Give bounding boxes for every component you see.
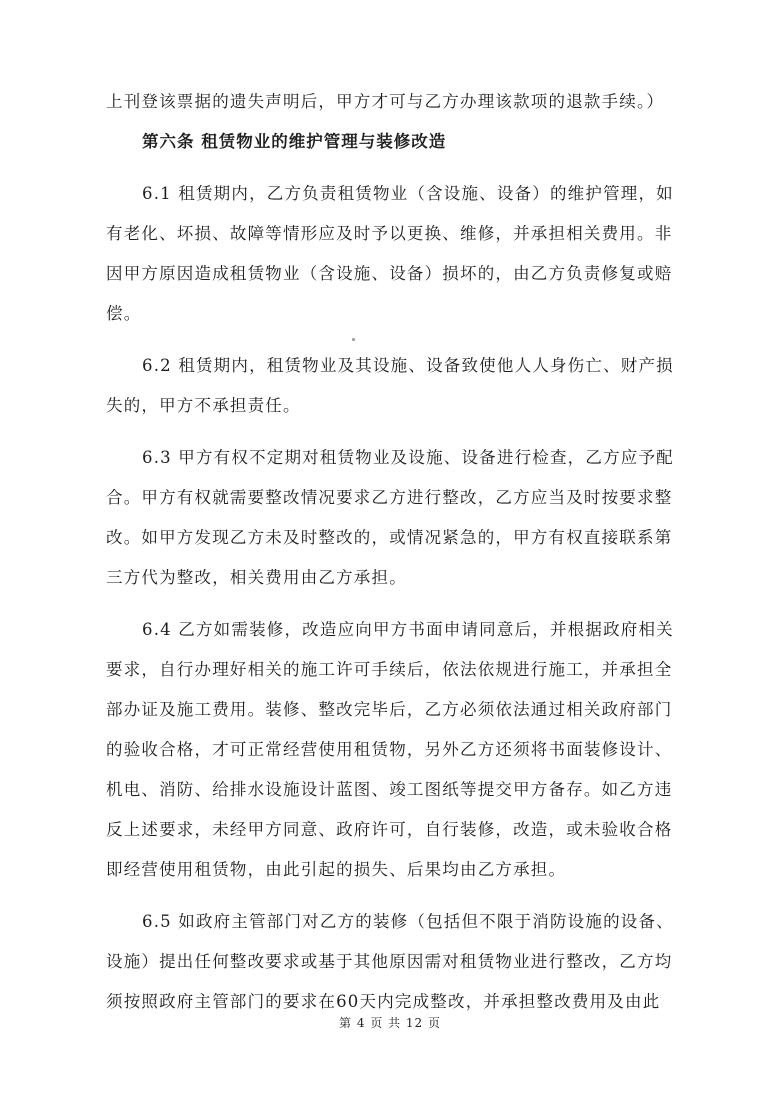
- clause-6-3-line: 改。如甲方发现乙方未及时整改的，或情况紧急的，甲方有权直接联系第: [106, 528, 673, 547]
- clause-6-1-line: 6.1 租赁期内，乙方负责租赁物业（含设施、设备）的维护管理，如: [142, 184, 674, 203]
- clause-6-4-line: 反上述要求，未经甲方同意、政府许可，自行装修，改造，或未验收合格: [106, 820, 673, 839]
- clause-6-4-line: 的验收合格，才可正常经营使用租赁物，另外乙方还须将书面装修设计、: [106, 740, 673, 759]
- clause-6-1-line: 有老化、坏损、故障等情形应及时予以更换、维修，并承担相关费用。非: [106, 224, 673, 243]
- section-heading: 第六条 租赁物业的维护管理与装修改造: [142, 132, 447, 151]
- clause-6-2-line: 失的，甲方不承担责任。: [106, 396, 301, 415]
- clause-6-3-line: 合。甲方有权就需要整改情况要求乙方进行整改，乙方应当及时按要求整: [106, 488, 673, 507]
- clause-6-1-line: 偿。: [106, 304, 142, 323]
- clause-6-4-line: 机电、消防、给排水设施设计蓝图、竣工图纸等提交甲方备存。如乙方违: [106, 780, 673, 799]
- clause-6-5-line: 6.5 如政府主管部门对乙方的装修（包括但不限于消防设施的设备、: [142, 912, 674, 931]
- clause-6-1-line: 因甲方原因造成租赁物业（含设施、设备）损坏的，由乙方负责修复或赔: [106, 264, 673, 283]
- clause-6-5-line: 设施）提出任何整改要求或基于其他原因需对租赁物业进行整改，乙方均: [106, 952, 673, 971]
- clause-6-4-line: 6.4 乙方如需装修，改造应向甲方书面申请同意后，并根据政府相关: [142, 620, 674, 639]
- clause-6-4-line: 要求，自行办理好相关的施工许可手续后，依法依规进行施工，并承担全: [106, 660, 673, 679]
- page-number: 第 4 页 共 12 页: [339, 1016, 441, 1030]
- scan-speck: [352, 338, 355, 341]
- text-line: 上刊登该票据的遗失声明后，甲方才可与乙方办理该款项的退款手续。）: [106, 92, 665, 111]
- clause-6-4-line: 部办证及施工费用。装修、整改完毕后，乙方必须依法通过相关政府部门: [106, 700, 673, 719]
- clause-6-4-line: 即经营使用租赁物，由此引起的损失、后果均由乙方承担。: [106, 860, 567, 879]
- clause-6-3-line: 6.3 甲方有权不定期对租赁物业及设施、设备进行检查，乙方应予配: [142, 448, 674, 467]
- clause-6-3-line: 三方代为整改，相关费用由乙方承担。: [106, 568, 407, 587]
- clause-6-5-line: 须按照政府主管部门的要求在60天内完成整改，并承担整改费用及由此: [106, 992, 661, 1011]
- document-body: [106, 82, 684, 1022]
- clause-6-2-line: 6.2 租赁期内，租赁物业及其设施、设备致使他人人身伤亡、财产损: [142, 356, 674, 375]
